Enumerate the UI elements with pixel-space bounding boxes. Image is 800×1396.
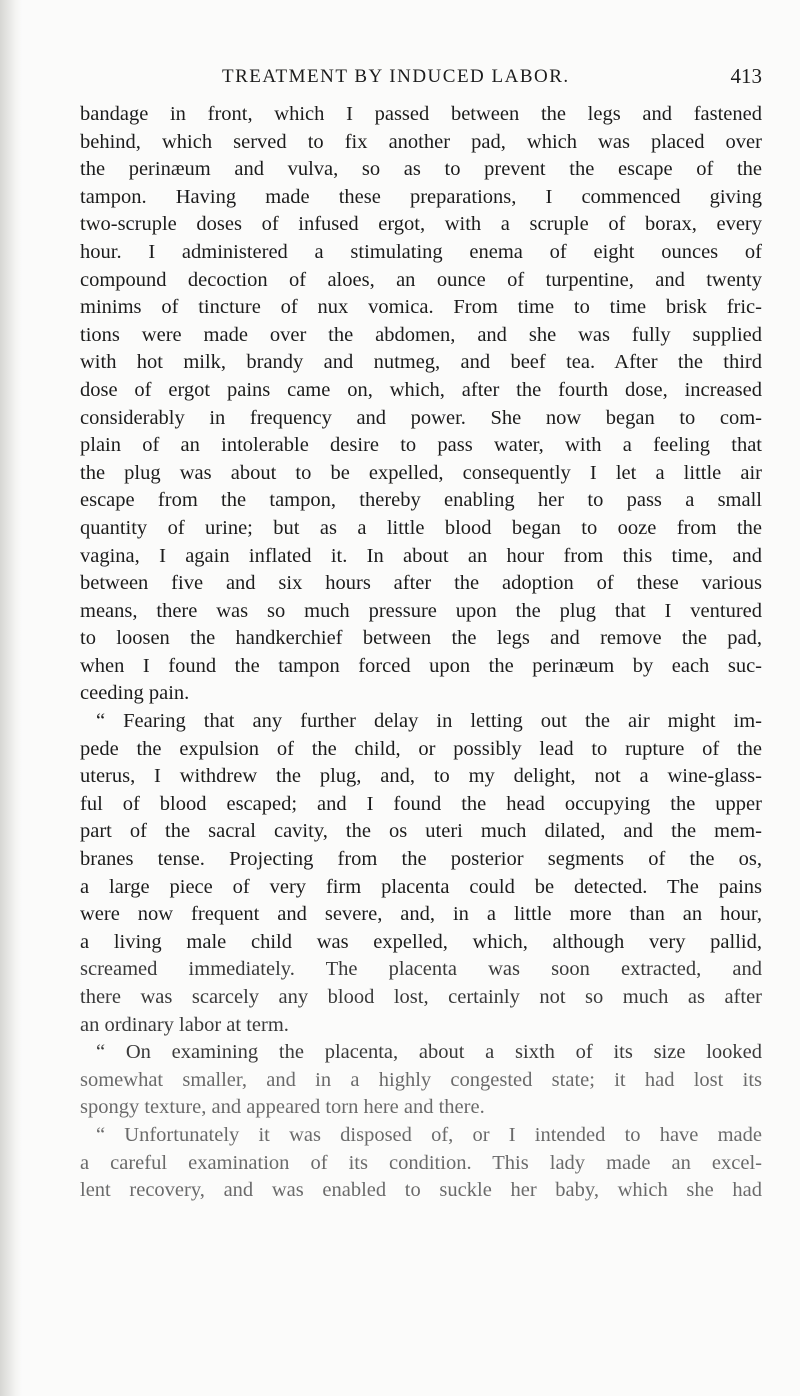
text-line: uterus, I withdrew the plug, and, to my delight, not a wine-glass-	[80, 765, 762, 788]
text-line: considerably in frequency and power. She now began to com-	[80, 406, 762, 429]
text-line: branes tense. Projecting from the posterior segments of the os,	[80, 848, 762, 871]
text-line: to loosen the handkerchief between the legs and remove the pad,	[80, 627, 762, 650]
text-line: with hot milk, brandy and nutmeg, and beef tea. After the third	[80, 351, 762, 374]
text-line: means, there was so much pressure upon the plug that I ventured	[80, 599, 762, 622]
text-line: there was scarcely any blood lost, certainly not so much as after	[80, 986, 762, 1008]
paragraph-start-line: “ Fearing that any further delay in letting out the air might im-	[96, 710, 762, 733]
text-line: between five and six hours after the adoption of these various	[80, 572, 762, 595]
paragraph-end-line: ceeding pain.	[80, 682, 190, 705]
text-line: part of the sacral cavity, the os uteri much dilated, and the mem-	[80, 820, 762, 843]
page-number: 413	[730, 64, 762, 88]
text-line: the plug was about to be expelled, consequently I let a little air	[80, 461, 762, 484]
text-line: tampon. Having made these preparations, I commenced giving	[80, 185, 762, 208]
text-line: when I found the tampon forced upon the perinæum by each suc-	[80, 654, 762, 677]
text-line: hour. I administered a stimulating enema of eight ounces of	[80, 240, 762, 263]
text-line: a large piece of very firm placenta could be detected. The pains	[80, 875, 762, 898]
text-line: pede the expulsion of the child, or possibly lead to rupture of the	[80, 737, 762, 760]
text-line: a living male child was expelled, which, although very pallid,	[80, 930, 762, 953]
running-title: TREATMENT BY INDUCED LABOR.	[222, 66, 570, 87]
text-line: ful of blood escaped; and I found the head occupying the upper	[80, 792, 762, 815]
paragraph-start-line: “ Unfortunately it was disposed of, or I intended to have made	[96, 1123, 762, 1146]
text-line: minims of tincture of nux vomica. From time to time brisk fric-	[80, 296, 762, 319]
paragraph-end-line: an ordinary labor at term.	[80, 1013, 289, 1036]
paragraph-end-line: spongy texture, and appeared torn here and there.	[80, 1096, 485, 1119]
text-line: tions were made over the abdomen, and she was fully supplied	[80, 323, 762, 346]
spine-shadow	[0, 0, 22, 1396]
paragraph-start-line: “ On examining the placenta, about a sixth of its size looked	[96, 1041, 762, 1064]
text-line: behind, which served to fix another pad, which was placed over	[80, 130, 762, 153]
body-text	[80, 101, 762, 1205]
text-line: a careful examination of its condition. This lady made an excel-	[80, 1151, 762, 1174]
text-line: escape from the tampon, thereby enabling her to pass a small	[80, 489, 762, 512]
running-head	[222, 66, 762, 96]
text-line: plain of an intolerable desire to pass water, with a feeling that	[80, 434, 762, 457]
text-line: two-scruple doses of infused ergot, with a scruple of borax, every	[80, 213, 762, 236]
text-line: somewhat smaller, and in a highly congested state; it had lost its	[80, 1068, 762, 1091]
text-line: quantity of urine; but as a little blood began to ooze from the	[80, 516, 762, 539]
text-line: were now frequent and severe, and, in a little more than an hour,	[80, 903, 762, 926]
text-line: screamed immediately. The placenta was soon extracted, and	[80, 958, 762, 981]
text-line: compound decoction of aloes, an ounce of turpentine, and twenty	[80, 268, 762, 291]
text-line: lent recovery, and was enabled to suckle her baby, which she had	[80, 1179, 762, 1202]
text-line: vagina, I again inflated it. In about an hour from this time, and	[80, 544, 762, 567]
text-line: the perinæum and vulva, so as to prevent the escape of the	[80, 158, 762, 181]
text-line: bandage in front, which I passed between the legs and fastened	[80, 103, 762, 125]
text-line: dose of ergot pains came on, which, after the fourth dose, increased	[80, 378, 762, 401]
